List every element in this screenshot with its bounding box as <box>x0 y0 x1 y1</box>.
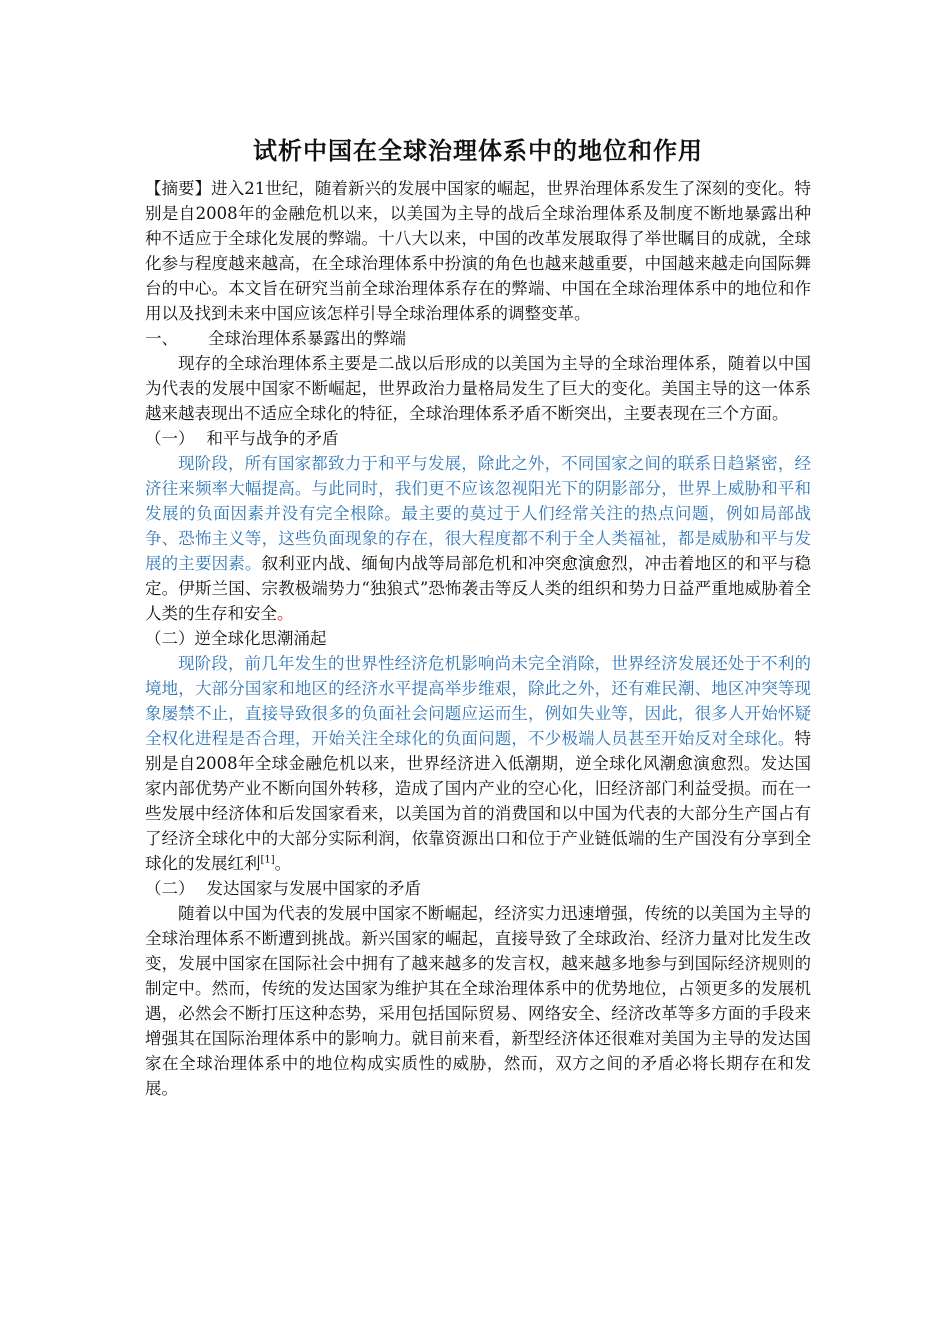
subsection-title: 和平与战争的矛盾 <box>206 429 339 448</box>
sub2-paragraph <box>145 651 811 876</box>
subsection-number: （二） <box>145 879 195 898</box>
highlighted-text: 现阶段，前几年发生的世界性经济危机影响尚未完全消除，世界经济发展还处于不利的境地，大部分国家和地区的经济水平提高举步维艰，除此之外，还有难民潮、地区冲突等现象屡禁不止，直接导致很多的负面社会问题应运而生，例如失业等，因此，很多人开始怀疑全权化进程是否合理，开始关注全球化的负面问题，不少极端人员甚至开始反对全球化。 <box>145 654 811 748</box>
subsection-title: 发达国家与发展中国家的矛盾 <box>206 879 421 898</box>
section-title: 全球治理体系暴露出的弊端 <box>208 329 406 348</box>
abstract-text: 进入21世纪，随着新兴的发展中国家的崛起，世界治理体系发生了深刻的变化。特别是自2008年的金融危机以来，以美国为主导的战后全球治理体系及制度不断地暴露出种种不适应于全球化发展的弊端。十八大以来，中国的改革发展取得了举世瞩目的成就，全球化参与程度越来越高，在全球治理体系中扮演的角色也越来越重要，中国越来越走向国际舞台的中心。本文旨在研究当前全球治理体系存在的弊端、中国在全球治理体系中的地位和作用以及找到未来中国应该怎样引导全球治理体系的调整变革。 <box>145 179 811 323</box>
abstract-paragraph <box>145 176 811 326</box>
highlighted-text: 现阶段，所有国家都致力于和平与发展，除此之外，不同国家之间的联系日趋紧密，经济往来频率大幅提高。与此同时，我们更不应该忽视阳光下的阴影部分，世界上威胁和平和发展的负面因素并没有完全根除。最主要的莫过于人们经常关注的热点问题，例如局部战争、恐怖主义等，这些负面现象的存在，很大程度都不利于全人类福祉，都是威胁和平与发展的主要因素。 <box>145 454 811 573</box>
document-body <box>145 134 811 1101</box>
body-text: 特别是自2008年全球金融危机以来，世界经济进入低潮期，逆全球化风潮愈演愈烈。发达国家内部优势产业不断向国外转移，造成了国内产业的空心化，旧经济部门利益受损。而在一些发展中经济体和后发国家看来，以美国为首的消费国和以中国为代表的大部分生产国占有了经济全球化中的大部分实际利润，依靠资源出口和位于产业链低端的生产国没有分享到全球化的发展红利 <box>145 729 811 873</box>
subsection-number: （一） <box>145 429 195 448</box>
sub3-paragraph: 随着以中国为代表的发展中国家不断崛起，经济实力迅速增强，传统的以美国为主导的全球治理体系不断遭到挑战。新兴国家的崛起，直接导致了全球政治、经济力量对比发生改变，发展中国家在国际社会中拥有了越来越多的发言权，越来越多地参与到国际经济规则的制定中。然而，传统的发达国家为维护其在全球治理体系中的优势地位，占领更多的发展机遇，必然会不断打压这种态势，采用包括国际贸易、网络安全、经济改革等多方面的手段来增强其在国际治理体系中的影响力。就目前来看，新型经济体还很难对美国为主导的发达国家在全球治理体系中的地位构成实质性的威胁，然而，双方之间的矛盾必将长期存在和发展。 <box>145 904 811 1098</box>
subsection-heading-1 <box>145 426 811 451</box>
section-number: 一、 <box>145 329 178 348</box>
abstract-label: 【摘要】 <box>145 179 212 198</box>
document-title: 试析中国在全球治理体系中的地位和作用 <box>253 137 703 165</box>
section1-intro-paragraph: 现存的全球治理体系主要是二战以后形成的以美国为主导的全球治理体系，随着以中国为代表的发展中国家不断崛起，世界政治力量格局发生了巨大的变化。美国主导的这一体系越来越表现出不适应全球化的特征，全球治理体系矛盾不断突出，主要表现在三个方面。 <box>145 354 811 423</box>
body-text: 叙利亚内战、缅甸内战等局部危机和冲突愈演愈烈，冲击着地区的和平与稳定。伊斯兰国、宗教极端势力“独狼式”恐怖袭击等反人类的组织和势力日益严重地威胁着全人类的生存和安全 <box>145 554 812 623</box>
sub1-paragraph <box>145 451 811 626</box>
citation-marker[interactable]: [1] <box>260 854 275 866</box>
end-mark: 。 <box>277 604 294 623</box>
subsection-heading-3 <box>145 876 811 901</box>
end-mark: 。 <box>274 854 292 873</box>
subsection-heading-2: （二）逆全球化思潮涌起 <box>145 629 327 648</box>
section-heading-1 <box>145 326 811 351</box>
